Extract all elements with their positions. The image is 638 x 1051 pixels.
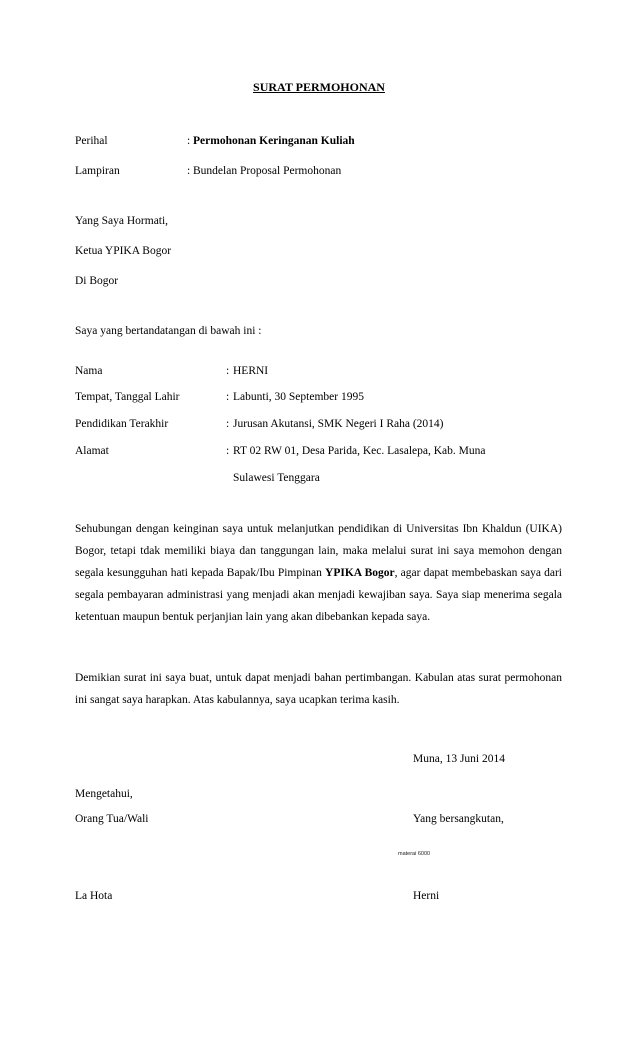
perihal-value: Permohonan Keringanan Kuliah <box>193 135 355 147</box>
perihal-separator: : <box>187 135 191 147</box>
nama-label: Nama <box>75 365 103 377</box>
body-paragraph-1 <box>75 518 562 628</box>
lampiran-separator: : <box>187 165 191 177</box>
right-signatory-name: Herni <box>413 890 440 902</box>
nama-value: HERNI <box>233 365 269 377</box>
body-paragraph-1-part1: Sehubungan dengan keinginan saya untuk melanjutkan pendidikan di Universitas Ibn Khaldun (UIKA) Bogor, tetapi tdak memiliki biaya dan tanggungan lain, maka melalui surat ini saya memohon dengan segala kesungguhan hati kepada Bapak/Ibu Pimpinan <box>75 523 562 579</box>
body-paragraph-1-bold: YPIKA Bogor <box>325 567 395 579</box>
ttl-value: Labunti, 30 September 1995 <box>233 391 364 403</box>
body-paragraph-1-part2: , agar dapat membebaskan saya dari segala pembayaran administrasi yang menjadi akan menjadi kewajiban saya. Saya siap menerima segala ketentuan maupun bentuk perjanjian lain yang akan dibebankan kepada saya. <box>75 567 562 623</box>
salutation: Yang Saya Hormati, <box>75 215 169 227</box>
right-signatory-role: Yang bersangkutan, <box>413 813 504 825</box>
pendidikan-value: Jurusan Akutansi, SMK Negeri I Raha (2014) <box>233 418 444 430</box>
alamat-value-line1: RT 02 RW 01, Desa Parida, Kec. Lasalepa, Kab. Muna <box>233 445 486 457</box>
recipient-line-2: Di Bogor <box>75 275 119 287</box>
nama-separator: : <box>226 365 230 377</box>
letter-title: SURAT PERMOHONAN <box>253 80 385 94</box>
lampiran-value: Bundelan Proposal Permohonan <box>193 165 342 177</box>
ttl-separator: : <box>226 391 230 403</box>
place-date: Muna, 13 Juni 2014 <box>413 753 505 765</box>
intro-text: Saya yang bertandatangan di bawah ini : <box>75 325 262 337</box>
body-paragraph-2: Demikian surat ini saya buat, untuk dapat menjadi bahan pertimbangan. Kabulan atas surat permohonan ini sangat saya harapkan. Atas kabulannya, saya ucapkan terima kasih. <box>75 672 562 706</box>
lampiran-label: Lampiran <box>75 165 120 177</box>
alamat-label: Alamat <box>75 445 109 457</box>
pendidikan-separator: : <box>226 418 230 430</box>
mengetahui-label: Mengetahui, <box>75 788 133 800</box>
left-signatory-role: Orang Tua/Wali <box>75 813 149 825</box>
pendidikan-label: Pendidikan Terakhir <box>75 418 169 430</box>
alamat-separator: : <box>226 445 230 457</box>
stamp-note: materai 6000 <box>398 851 431 857</box>
left-signatory-name: La Hota <box>75 890 113 902</box>
recipient-line-1: Ketua YPIKA Bogor <box>75 245 172 257</box>
perihal-label: Perihal <box>75 135 108 147</box>
ttl-label: Tempat, Tanggal Lahir <box>75 391 180 403</box>
alamat-value-line2: Sulawesi Tenggara <box>233 472 320 484</box>
